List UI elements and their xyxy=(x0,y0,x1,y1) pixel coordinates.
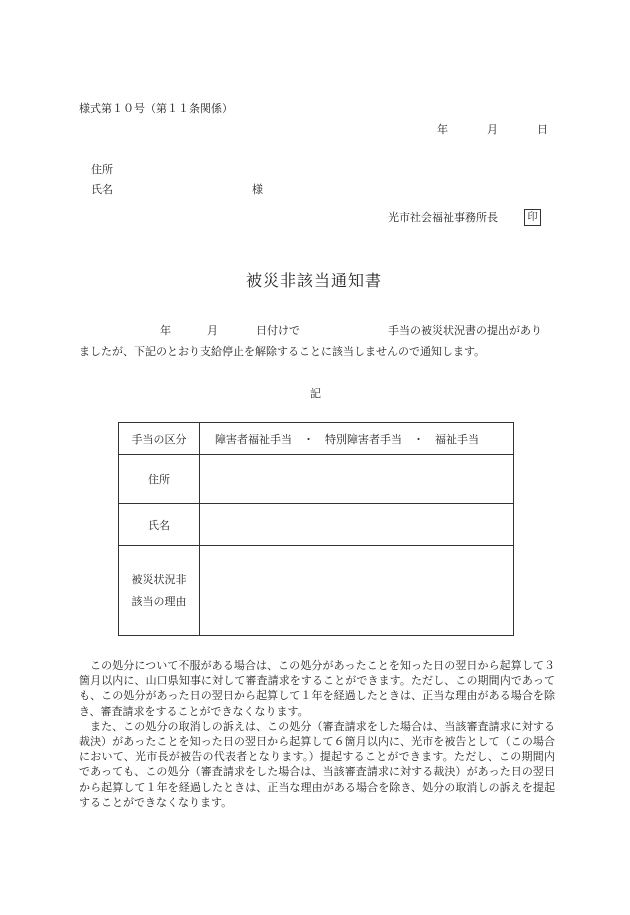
sender-name: 光市社会福祉事務所長 xyxy=(388,211,498,224)
ki-label: 記 xyxy=(310,387,321,400)
recipient-address-label: 住所 xyxy=(91,163,113,176)
date-year: 年 xyxy=(437,123,448,136)
seal-stamp: 印 xyxy=(524,209,541,226)
body-dated: 日付けで xyxy=(256,324,300,337)
reason-label-line1: 被災状況非 xyxy=(131,572,187,586)
address-value xyxy=(200,455,514,504)
reason-value xyxy=(200,546,514,636)
notes-paragraph-2: また、この処分の取消しの訴えは、この処分（審査請求をした場合は、当該審査請求に対する裁決）があったことを知った日の翌日から起算して６箇月以内に、光市を被告として（この場合において、光市長が被告の代表者となります。）提起することができます。ただし、この期間内であっても、この処分（審査請求をした場合は、当該審査請求に対する裁決）があった日の翌日から起算して１年を経過したときは、正当な理由がある場合を除き、処分の取消しの訴えを提起することができなくなります。 xyxy=(79,719,555,809)
allowance-options: 障害者福祉手当 ・ 特別障害者手当 ・ 福祉手当 xyxy=(200,423,514,455)
form-label: 様式第１０号（第１１条関係） xyxy=(79,102,233,115)
notes-paragraph-1: この処分について不服がある場合は、この処分があったことを知った日の翌日から起算して３箇月以内に、山口県知事に対して審査請求をすることができます。ただし、この期間内であっても、この処分があった日の翌日から起算して１年を経過したときは、正当な理由がある場合を除き、審査請求をすることができなくなります。 xyxy=(79,659,555,718)
body-line2: ましたが、下記のとおり支給停止を解除することに該当しませんので通知します。 xyxy=(79,345,486,358)
reason-label xyxy=(119,546,200,636)
reason-label-line2: 該当の理由 xyxy=(131,594,187,608)
info-table xyxy=(118,422,514,636)
allowance-label: 手当の区分 xyxy=(119,423,200,455)
reason-row xyxy=(119,546,514,636)
recipient-name-label: 氏名 xyxy=(91,183,113,196)
name-value xyxy=(200,504,514,546)
address-row xyxy=(119,455,514,504)
date-day: 日 xyxy=(537,123,548,136)
address-label: 住所 xyxy=(119,455,200,504)
body-line1-tail: 手当の被災状況書の提出があり xyxy=(388,324,542,337)
body-year: 年 xyxy=(160,324,171,337)
date-month: 月 xyxy=(487,123,498,136)
name-label: 氏名 xyxy=(119,504,200,546)
allowance-row xyxy=(119,423,514,455)
name-row xyxy=(119,504,514,546)
document-title: 被災非該当通知書 xyxy=(246,271,383,290)
recipient-honorific: 様 xyxy=(252,183,263,196)
body-month: 月 xyxy=(207,324,218,337)
appeal-notes xyxy=(79,658,555,810)
